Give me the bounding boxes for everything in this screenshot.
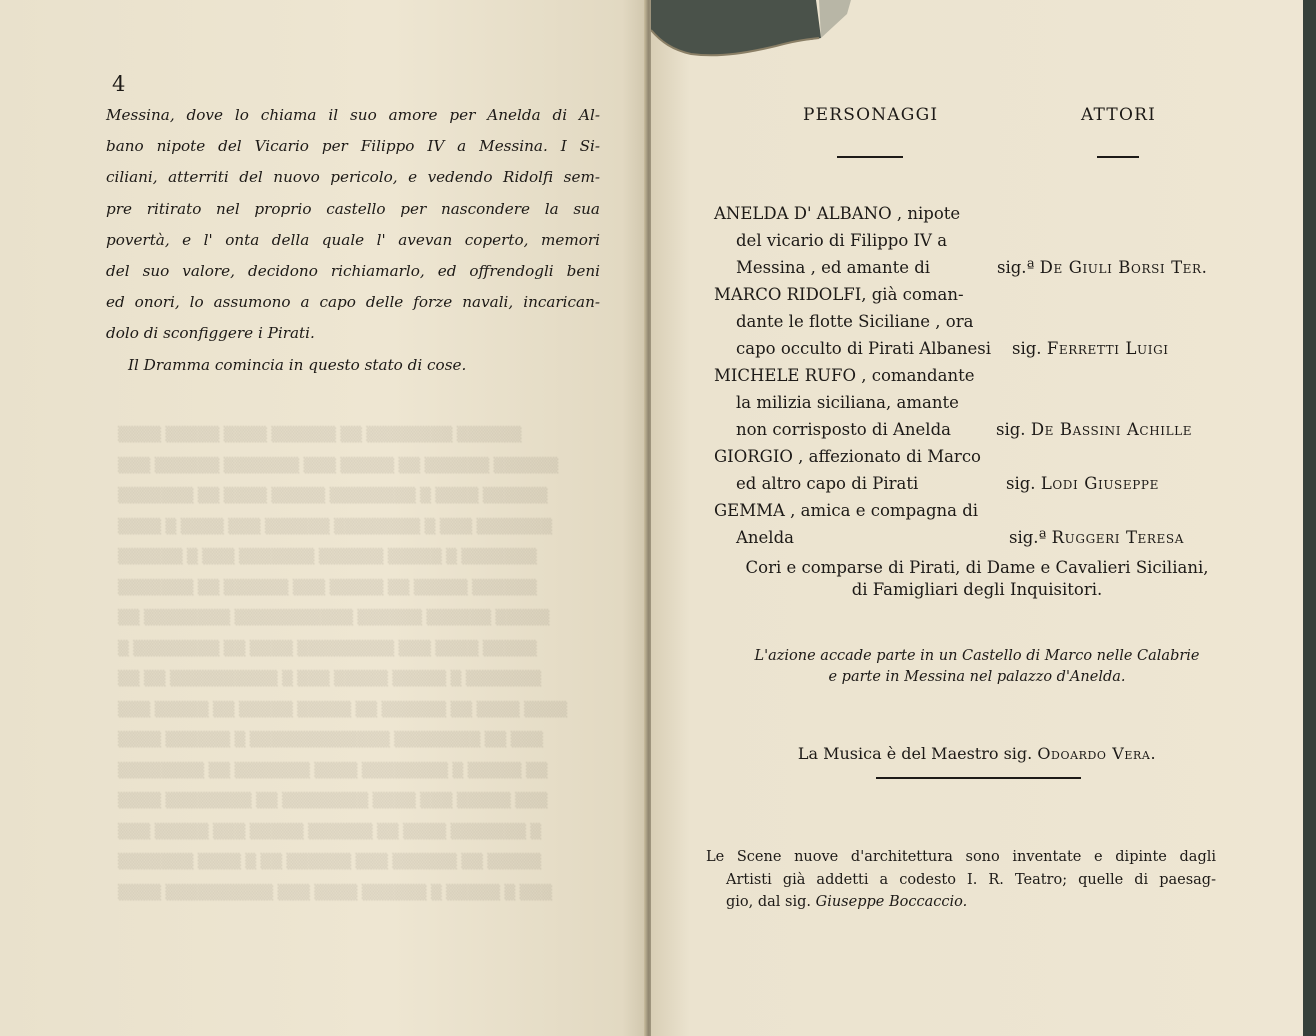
actor-title: sig.ª: [997, 258, 1035, 277]
synopsis-line: del suo valore, decidono richiamarlo, ed offrendogli beni: [106, 262, 600, 281]
actor-title: sig.: [1006, 474, 1036, 493]
synopsis-paragraph: [106, 100, 600, 381]
actor-name: De Giuli Borsi Ter.: [1039, 258, 1208, 277]
synopsis-line: ed onori, lo assumono a capo delle forze navali, incarican-: [106, 293, 600, 312]
scenes-line: Artisti già addetti a codesto I. R. Teatro; quelle di paesag-: [726, 871, 1216, 888]
scenes-line: Le Scene nuove d'architettura sono inventate e dipinte dagli: [706, 849, 1216, 865]
header-attori: ATTORI: [1081, 105, 1156, 125]
actor-credit: [996, 420, 1192, 439]
synopsis-line: povertà, e l' onta della quale l' avevan coperto, memori: [106, 230, 600, 249]
actor-title: sig.: [1012, 339, 1042, 358]
actor-credit: [1012, 339, 1169, 358]
actor-title: sig.: [996, 420, 1026, 439]
role-line: Anelda: [736, 528, 794, 547]
actor-name: Ferretti Luigi: [1046, 339, 1169, 358]
role-line: non corrisposto di Anelda: [736, 420, 951, 439]
synopsis-line: pre ritirato nel proprio castello per nascondere la sua: [106, 199, 600, 218]
role-line: la milizia siciliana, amante: [736, 393, 959, 412]
scenes-line: [706, 891, 1216, 914]
actor-name: De Bassini Achille: [1030, 420, 1193, 439]
chorus-line: di Famigliari degli Inquisitori.: [851, 580, 1103, 599]
closing-line: Il Dramma comincia in questo stato di cose.: [128, 355, 467, 374]
music-credit: [651, 744, 1303, 763]
header-rule-right: [1097, 156, 1139, 158]
actor-credit: [1006, 474, 1159, 493]
synopsis-line: ciliani, atterriti del nuovo pericolo, e vedendo Ridolfi sem-: [106, 168, 600, 187]
role-line: del vicario di Filippo IV a: [736, 231, 948, 250]
torn-paper-edge: [651, 0, 1303, 70]
synopsis-line: bano nipote del Vicario per Filippo IV a Messina. I Si-: [106, 137, 600, 156]
music-rule: [876, 777, 1081, 779]
role-line: capo occulto di Pirati Albanesi: [736, 339, 992, 358]
right-page: [651, 0, 1303, 1036]
role-line: ed altro capo di Pirati: [736, 474, 919, 493]
actor-title: sig.ª: [1009, 528, 1047, 547]
role-line: GEMMA , amica e compagna di: [714, 501, 979, 520]
actor-credit: [1009, 528, 1184, 547]
header-personaggi: PERSONAGGI: [803, 105, 939, 125]
role-line: MARCO RIDOLFI, già coman-: [714, 285, 964, 304]
actor-credit: [997, 258, 1208, 277]
synopsis-line: Messina, dove lo chiama il suo amore per Anelda di Al-: [106, 106, 600, 124]
music-credit-prefix: La Musica è del Maestro sig.: [797, 744, 1033, 763]
background-edge: [1303, 0, 1316, 1036]
page-number: 4: [112, 72, 126, 96]
role-line: Messina , ed amante di: [736, 258, 931, 277]
role-line: ANELDA D' ALBANO , nipote: [714, 204, 961, 223]
composer-name: Odoardo Vera.: [1037, 744, 1157, 763]
scenes-line-prefix: gio, dal sig.: [726, 894, 812, 910]
chorus-line: Cori e comparse di Pirati, di Dame e Cavalieri Siciliani,: [745, 558, 1209, 577]
setting-line: L'azione accade parte in un Castello di Marco nelle Calabrie: [754, 648, 1200, 664]
role-line: dante le flotte Siciliane , ora: [736, 312, 974, 331]
header-rule-left: [837, 156, 903, 158]
left-page: [0, 0, 648, 1036]
scenes-painter-name: Giuseppe Boccaccio.: [815, 894, 968, 910]
scenes-note: [706, 846, 1216, 914]
actor-name: Lodi Giuseppe: [1040, 474, 1159, 493]
role-line: GIORGIO , affezionato di Marco: [714, 447, 981, 466]
role-line: MICHELE RUFO , comandante: [714, 366, 975, 385]
actor-name: Ruggeri Teresa: [1051, 528, 1184, 547]
setting-line: e parte in Messina nel palazzo d'Anelda.: [828, 669, 1126, 685]
synopsis-line: dolo di sconfiggere i Pirati.: [106, 324, 315, 343]
bleed-through-text: ▒▒▒▒ ▒▒▒▒▒ ▒▒▒▒ ▒▒▒▒▒▒ ▒▒ ▒▒▒▒▒▒▒▒ ▒▒▒▒▒▒ ▒▒▒ ▒▒▒▒▒▒ ▒▒▒▒▒▒▒ ▒▒▒ ▒▒▒▒▒ ▒▒ ▒▒▒▒▒▒ ▒▒▒▒▒▒ ▒▒▒▒▒▒▒ ▒▒ ▒▒▒▒ ▒▒▒▒▒ ▒▒▒▒▒▒▒▒ ▒ ▒▒▒▒ ▒▒▒▒▒▒ ▒▒▒▒ ▒ ▒▒▒▒ ▒▒▒ ▒▒▒▒▒▒ ▒▒▒▒▒▒▒▒ ▒ ▒▒▒ ▒▒▒▒▒▒▒ ▒▒▒▒▒▒ ▒ ▒▒▒ ▒▒▒▒▒▒▒ ▒▒▒▒▒▒ ▒▒▒▒▒ ▒ ▒▒▒▒▒▒▒ ▒▒▒▒▒▒▒ ▒▒ ▒▒▒▒▒▒ ▒▒▒ ▒▒▒▒▒ ▒▒ ▒▒▒▒▒ ▒▒▒▒▒▒ ▒▒ ▒▒▒▒▒▒▒▒ ▒▒▒▒▒▒▒▒▒▒▒ ▒▒▒▒▒▒ ▒▒▒▒▒▒ ▒▒▒▒▒ ▒ ▒▒▒▒▒▒▒▒ ▒▒ ▒▒▒▒ ▒▒▒▒▒▒▒▒▒ ▒▒▒ ▒▒▒▒ ▒▒▒▒▒ ▒▒ ▒▒ ▒▒▒▒▒▒▒▒▒▒ ▒ ▒▒▒ ▒▒▒▒▒ ▒▒▒▒▒ ▒ ▒▒▒▒▒▒▒ ▒▒▒ ▒▒▒▒▒ ▒▒ ▒▒▒▒▒ ▒▒▒▒▒ ▒▒ ▒▒▒▒▒▒ ▒▒ ▒▒▒▒ ▒▒▒▒ ▒▒▒▒ ▒▒▒▒▒▒ ▒ ▒▒▒▒▒▒▒▒▒▒▒▒▒ ▒▒▒▒▒▒▒▒ ▒▒ ▒▒▒ ▒▒▒▒▒▒▒▒ ▒▒ ▒▒▒▒▒▒▒ ▒▒▒▒ ▒▒▒▒▒▒▒▒ ▒ ▒▒▒▒▒ ▒▒ ▒▒▒▒ ▒▒▒▒▒▒▒▒ ▒▒ ▒▒▒▒▒▒▒▒ ▒▒▒▒ ▒▒▒ ▒▒▒▒▒ ▒▒▒ ▒▒▒ ▒▒▒▒▒ ▒▒▒ ▒▒▒▒▒ ▒▒▒▒▒▒ ▒▒ ▒▒▒▒ ▒▒▒▒▒▒▒ ▒ ▒▒▒▒▒▒▒ ▒▒▒▒ ▒ ▒▒ ▒▒▒▒▒▒ ▒▒▒ ▒▒▒▒▒▒ ▒▒ ▒▒▒▒▒ ▒▒▒▒ ▒▒▒▒▒▒▒▒▒▒ ▒▒▒ ▒▒▒▒ ▒▒▒▒▒▒ ▒ ▒▒▒▒▒ ▒ ▒▒▒: [118, 427, 568, 901]
